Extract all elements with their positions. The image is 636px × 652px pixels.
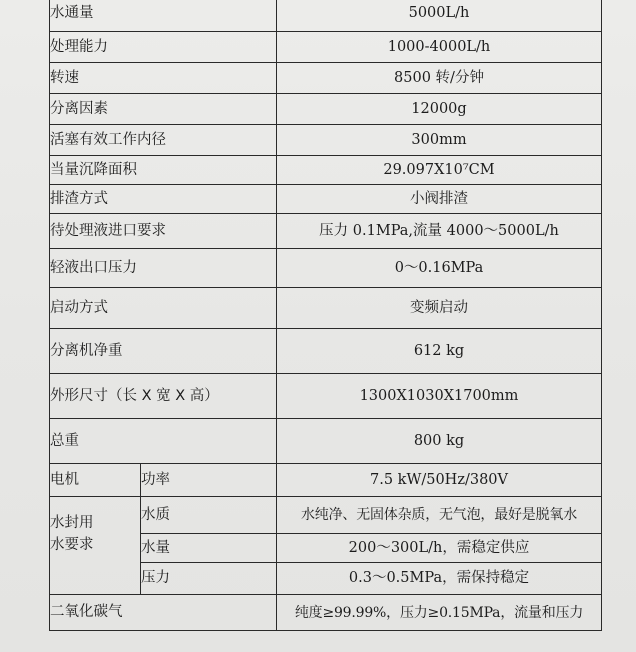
table-row <box>50 288 602 329</box>
row-value: 0～0.16MPa <box>277 249 602 288</box>
row-label: 总重 <box>50 419 277 464</box>
row-value: 300mm <box>277 125 602 156</box>
row-value: 小阀排渣 <box>277 185 602 214</box>
co2-row <box>50 595 602 631</box>
table-row <box>50 185 602 214</box>
row-value: 8500 转/分钟 <box>277 63 602 94</box>
table-row <box>50 214 602 249</box>
table-row <box>50 63 602 94</box>
row-value: 800 kg <box>277 419 602 464</box>
row-label: 水通量 <box>50 0 277 32</box>
table-row <box>50 125 602 156</box>
row-label: 分离机净重 <box>50 329 277 374</box>
table-row <box>50 374 602 419</box>
motor-sub-label: 功率 <box>141 464 277 497</box>
row-label: 活塞有效工作内径 <box>50 125 277 156</box>
seal-water-sub-label: 水质 <box>141 497 277 534</box>
row-label: 启动方式 <box>50 288 277 329</box>
row-value: 29.097X10⁷CM <box>277 156 602 185</box>
row-value: 12000g <box>277 94 602 125</box>
motor-label: 电机 <box>50 464 141 497</box>
row-value: 压力 0.1MPa,流量 4000～5000L/h <box>277 214 602 249</box>
seal-water-value: 200～300L/h，需稳定供应 <box>277 534 602 563</box>
table-row <box>50 249 602 288</box>
seal-water-label <box>50 497 141 595</box>
table-row <box>50 94 602 125</box>
row-label: 待处理液进口要求 <box>50 214 277 249</box>
table-row <box>50 156 602 185</box>
row-value: 5000L/h <box>277 0 602 32</box>
row-label: 当量沉降面积 <box>50 156 277 185</box>
table-row <box>50 329 602 374</box>
row-label: 转速 <box>50 63 277 94</box>
row-value: 1300X1030X1700mm <box>277 374 602 419</box>
row-label: 分离因素 <box>50 94 277 125</box>
motor-row <box>50 464 602 497</box>
row-label: 外形尺寸（长 X 宽 X 高） <box>50 374 277 419</box>
row-label: 处理能力 <box>50 32 277 63</box>
row-value: 变频启动 <box>277 288 602 329</box>
co2-label: 二氧化碳气 <box>50 595 277 631</box>
seal-water-sub-label: 水量 <box>141 534 277 563</box>
motor-value: 7.5 kW/50Hz/380V <box>277 464 602 497</box>
row-value: 1000-4000L/h <box>277 32 602 63</box>
seal-water-value: 0.3～0.5MPa，需保持稳定 <box>277 563 602 595</box>
seal-water-sub-label: 压力 <box>141 563 277 595</box>
row-label: 排渣方式 <box>50 185 277 214</box>
seal-water-label-line1: 水封用 <box>50 514 94 531</box>
spec-table <box>49 0 602 631</box>
table-row <box>50 419 602 464</box>
co2-value: 纯度≥99.99%，压力≥0.15MPa，流量和压力 <box>277 595 602 631</box>
seal-water-row <box>50 497 602 534</box>
row-label: 轻液出口压力 <box>50 249 277 288</box>
table-row <box>50 0 602 32</box>
seal-water-value: 水纯净、无固体杂质，无气泡，最好是脱氧水 <box>277 497 602 534</box>
table-row <box>50 32 602 63</box>
seal-water-label-line2: 水要求 <box>50 537 94 554</box>
row-value: 612 kg <box>277 329 602 374</box>
